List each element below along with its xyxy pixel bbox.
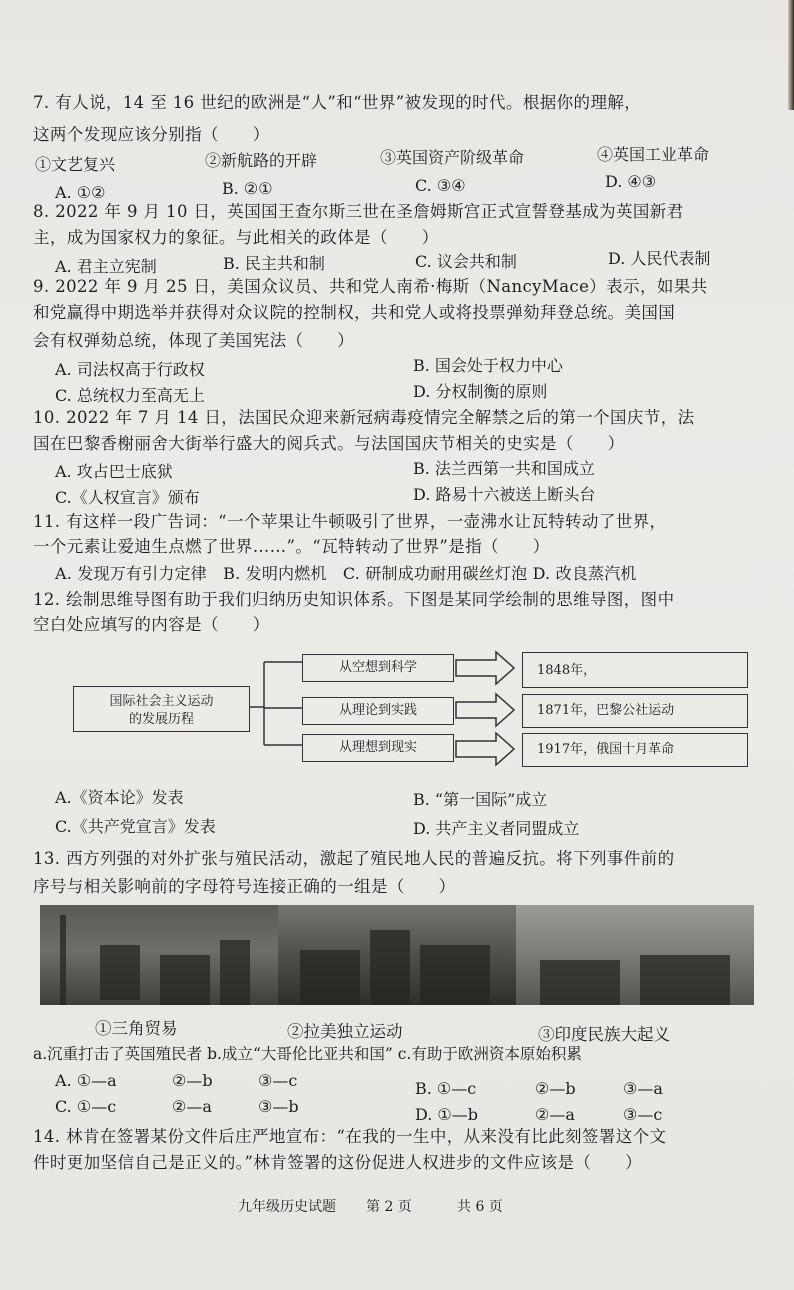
q13-option-d-1: D. ①—b	[415, 1105, 479, 1124]
q7-item-3: ③英国资产阶级革命	[380, 148, 525, 167]
q7-option-d: D. ④③	[605, 172, 657, 191]
q9-option-b: B. 国会处于权力中心	[413, 356, 563, 375]
q8-option-a: A. 君主立宪制	[55, 257, 157, 276]
q13-option-c-3: ③—b	[258, 1097, 299, 1116]
q12-option-c: C.《共产党宣言》发表	[55, 817, 216, 836]
q13-effects: a.沉重打击了英国殖民者 b.成立“大哥伦比亚共和国” c.有助于欧洲资本原始积累	[33, 1045, 582, 1063]
q9-option-a: A. 司法权高于行政权	[55, 360, 205, 379]
q8-stem-line2: 主，成为国家权力的象征。与此相关的政体是（ ）	[33, 228, 439, 247]
q8-option-b: B. 民主共和制	[223, 254, 325, 273]
photo-caption-1: ①三角贸易	[95, 1019, 178, 1038]
q9-option-c: C. 总统权力至高无上	[55, 386, 205, 405]
q11-options: A. 发现万有引力定律 B. 发明内燃机 C. 研制成功耐用碳丝灯泡 D. 改良蒸汽机	[55, 564, 637, 583]
mind-map-branch-1: 从空想到科学	[302, 654, 454, 682]
mind-map-root-line1: 国际社会主义运动	[109, 694, 214, 709]
q10-stem-line2: 国在巴黎香榭丽舍大街举行盛大的阅兵式。与法国国庆节相关的史实是（ ）	[33, 434, 625, 453]
photo-caption-2: ②拉美独立运动	[287, 1022, 403, 1041]
q7-stem-line2: 这两个发现应该分别指（ ）	[33, 125, 270, 144]
footer-total-pages: 共 6 页	[457, 1199, 503, 1215]
q7-option-a: A. ①②	[55, 183, 106, 202]
mind-map-result-1: 1848年，	[522, 652, 748, 688]
q12-option-a: A.《资本论》发表	[55, 788, 184, 807]
q14-stem-line2: 件时更加坚信自己是正义的。”林肯签署的这份促进人权进步的文件应该是（ ）	[33, 1153, 642, 1172]
q7-item-1: ①文艺复兴	[35, 155, 116, 174]
q13-option-b-2: ②—b	[535, 1079, 576, 1098]
q9-stem-line1: 9. 2022 年 9 月 25 日，美国众议员、共和党人南希·梅斯（NancyMace）表示，如果共	[33, 277, 708, 296]
q11-stem-line1: 11. 有这样一段广告词：“一个苹果让牛顿吸引了世界，一壶沸水让瓦特转动了世界，	[33, 512, 667, 531]
q13-option-c-2: ②—a	[172, 1097, 212, 1116]
q10-option-c: C.《人权宣言》颁布	[55, 488, 200, 507]
mind-map-branch-3: 从理想到现实	[302, 734, 454, 762]
q13-stem-line2: 序号与相关影响前的字母符号连接正确的一组是（ ）	[33, 877, 456, 896]
q7-item-4: ④英国工业革命	[597, 145, 710, 164]
q10-stem-line1: 10. 2022 年 7 月 14 日，法国民众迎来新冠病毒疫情完全解禁之后的第一个国庆节，法	[33, 408, 695, 427]
mind-map-root-line2: 的发展历程	[128, 712, 194, 727]
historical-photos	[40, 905, 754, 1005]
q10-option-b: B. 法兰西第一共和国成立	[413, 459, 595, 478]
q13-option-b-1: B. ①—c	[415, 1079, 477, 1098]
photos-silhouettes	[40, 905, 754, 1005]
q9-stem-line3: 会有权弹劾总统，体现了美国宪法（ ）	[33, 331, 355, 350]
q13-option-c-1: C. ①—c	[55, 1097, 117, 1116]
q10-option-d: D. 路易十六被送上断头台	[413, 485, 596, 504]
q11-stem-line2: 一个元素让爱迪生点燃了世界……”。“瓦特转动了世界”是指（ ）	[33, 537, 550, 556]
q12-option-b: B. “第一国际”成立	[413, 790, 548, 809]
q13-option-a-1: A. ①—a	[55, 1071, 117, 1090]
q13-stem-line1: 13. 西方列强的对外扩张与殖民活动，激起了殖民地人民的普遍反抗。将下列事件前的	[33, 849, 675, 868]
mind-map-result-3: 1917年，俄国十月革命	[522, 733, 748, 767]
q9-stem-line2: 和党赢得中期选举并获得对众议院的控制权，共和党人或将投票弹劾拜登总统。美国国	[33, 303, 676, 322]
q9-option-d: D. 分权制衡的原则	[413, 382, 548, 401]
q12-stem-line1: 12. 绘制思维导图有助于我们归纳历史知识体系。下图是某同学绘制的思维导图，图中	[33, 590, 675, 609]
mind-map-branch-2: 从理论到实践	[302, 697, 454, 725]
q13-option-a-3: ③—c	[258, 1071, 298, 1090]
q13-option-a-2: ②—b	[172, 1071, 213, 1090]
q7-item-2: ②新航路的开辟	[205, 151, 318, 170]
mind-map-root	[73, 686, 250, 732]
footer-exam-title: 九年级历史试题	[238, 1199, 336, 1215]
q7-stem-line1: 7. 有人说，14 至 16 世纪的欧洲是“人”和“世界”被发现的时代。根据你的理解，	[33, 93, 642, 112]
footer-page-number: 第 2 页	[366, 1199, 412, 1215]
q7-option-c: C. ③④	[415, 176, 466, 195]
mind-map-arrows	[456, 652, 514, 765]
q8-stem-line1: 8. 2022 年 9 月 10 日，英国国王查尔斯三世在圣詹姆斯宫正式宣誓登基成为英国新君	[33, 202, 684, 221]
q13-option-d-2: ②—a	[535, 1105, 575, 1124]
q12-stem-line2: 空白处应填写的内容是（ ）	[33, 615, 270, 634]
q8-option-c: C. 议会共和制	[415, 252, 517, 271]
q10-option-a: A. 攻占巴士底狱	[55, 462, 173, 481]
q12-option-d: D. 共产主义者同盟成立	[413, 819, 580, 838]
q13-option-b-3: ③—a	[623, 1079, 663, 1098]
q8-option-d: D. 人民代表制	[608, 249, 711, 268]
q13-option-d-3: ③—c	[623, 1105, 663, 1124]
q14-stem-line1: 14. 林肯在签署某份文件后庄严地宣布：“在我的一生中，从来没有比此刻签署这个文	[33, 1127, 667, 1146]
mind-map-result-2: 1871年，巴黎公社运动	[522, 694, 748, 728]
photo-caption-3: ③印度民族大起义	[538, 1025, 670, 1044]
q7-option-b: B. ②①	[222, 179, 273, 198]
